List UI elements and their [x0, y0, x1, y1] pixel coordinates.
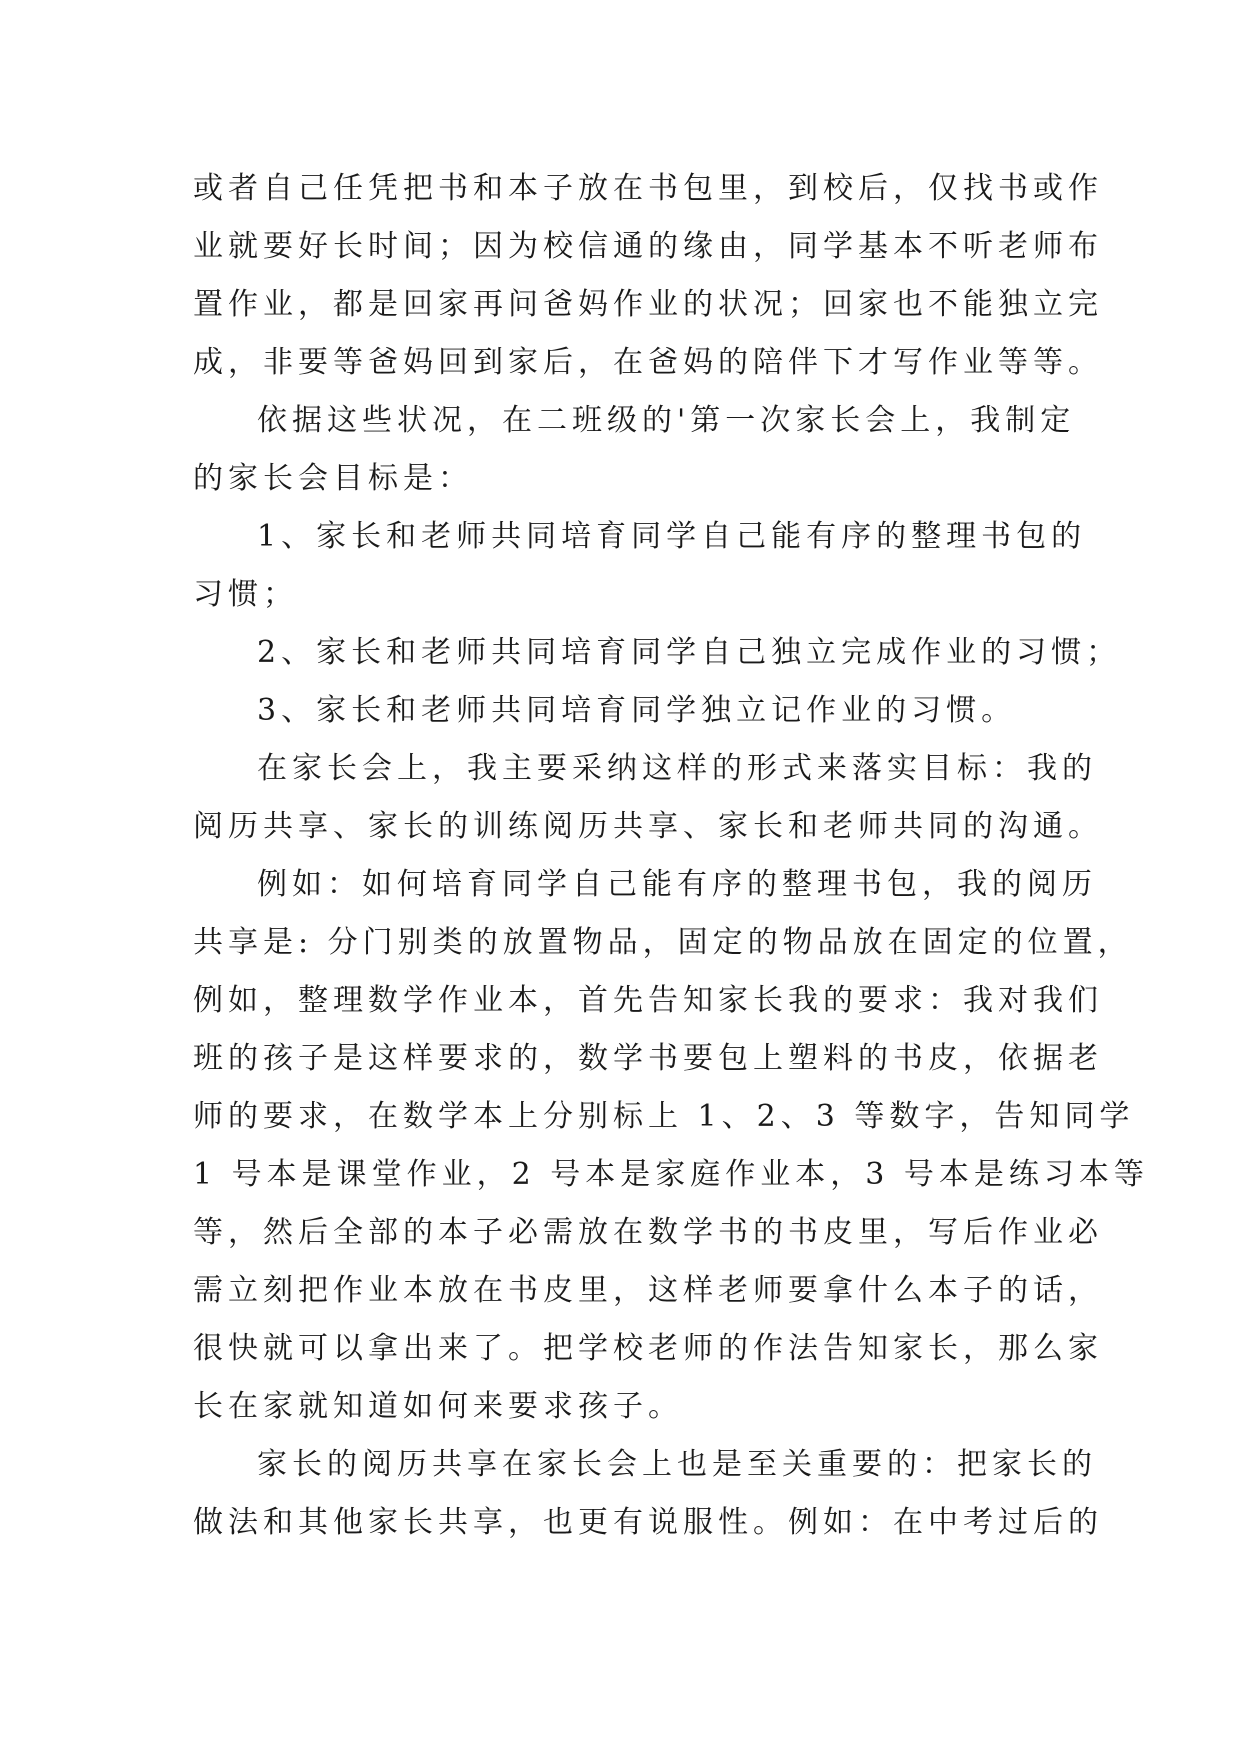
text-line: 或者自己任凭把书和本子放在书包里，到校后，仅找书或作 — [193, 171, 1103, 206]
text-line: 师的要求，在数学本上分别标上 1、2、3 等数字，告知同学 — [193, 1099, 1135, 1134]
list-item-3: 3、家长和老师共同培育同学独立记作业的习惯。 — [257, 693, 1017, 728]
text-line: 家长的阅历共享在家长会上也是至关重要的：把家长的 — [257, 1447, 1097, 1482]
text-line: 例如：如何培育同学自己能有序的整理书包，我的阅历 — [257, 867, 1097, 902]
text-line: 班的孩子是这样要求的，数学书要包上塑料的书皮，依据老 — [193, 1041, 1103, 1076]
text-line: 很快就可以拿出来了。把学校老师的作法告知家长，那么家 — [193, 1331, 1103, 1366]
text-line: 等，然后全部的本子必需放在数学书的书皮里，写后作业必 — [193, 1215, 1103, 1250]
text-line: 阅历共享、家长的训练阅历共享、家长和老师共同的沟通。 — [193, 809, 1103, 844]
text-line: 依据这些状况，在二班级的'第一次家长会上，我制定 — [257, 403, 1076, 438]
text-line: 习惯； — [193, 577, 298, 612]
text-line: 的家长会目标是： — [193, 461, 473, 496]
body-text — [193, 160, 1149, 1552]
text-line: 1 号本是课堂作业，2 号本是家庭作业本，3 号本是练习本等 — [193, 1157, 1149, 1192]
text-line: 做法和其他家长共享，也更有说服性。例如：在中考过后的 — [193, 1505, 1103, 1540]
list-item-2: 2、家长和老师共同培育同学自己独立完成作业的习惯； — [257, 635, 1122, 670]
text-line: 需立刻把作业本放在书皮里，这样老师要拿什么本子的话， — [193, 1273, 1103, 1308]
text-line: 置作业，都是回家再问爸妈作业的状况；回家也不能独立完 — [193, 287, 1103, 322]
text-line: 业就要好长时间；因为校信通的缘由，同学基本不听老师布 — [193, 229, 1103, 264]
text-line: 成，非要等爸妈回到家后，在爸妈的陪伴下才写作业等等。 — [193, 345, 1103, 380]
text-line: 长在家就知道如何来要求孩子。 — [193, 1389, 683, 1424]
text-line: 例如，整理数学作业本，首先告知家长我的要求：我对我们 — [193, 983, 1103, 1018]
list-item-1: 1、家长和老师共同培育同学自己能有序的整理书包的 — [257, 519, 1087, 554]
text-line: 在家长会上，我主要采纳这样的形式来落实目标：我的 — [257, 751, 1097, 786]
text-line: 共享是: 分门别类的放置物品，固定的物品放在固定的位置， — [193, 925, 1133, 960]
